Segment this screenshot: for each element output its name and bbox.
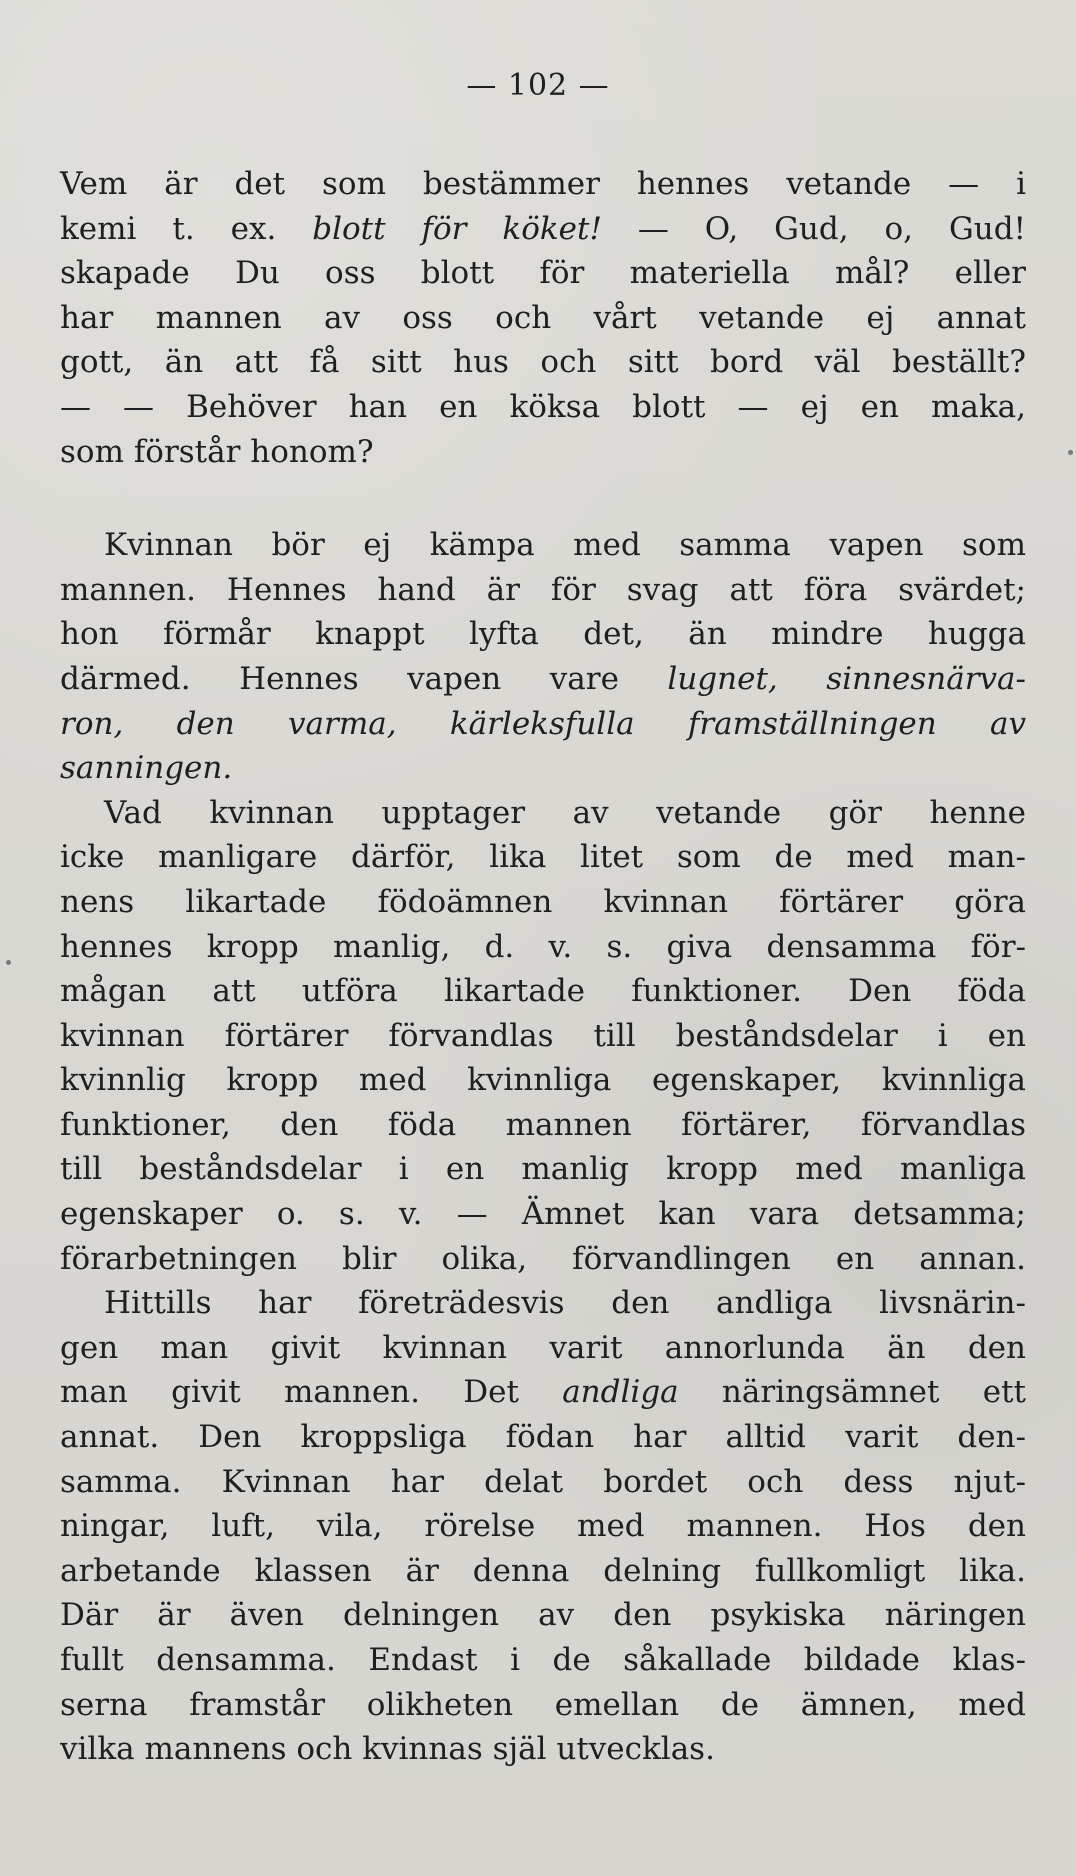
text-segment: serna framstår olikheten emellan de ämnen, med (60, 1686, 1026, 1723)
italic-text: lugnet, sinnesnärva- (667, 660, 1026, 697)
text-segment: till beståndsdelar i en manlig kropp med manliga (60, 1151, 1026, 1188)
text-line (60, 1683, 1026, 1728)
text-segment: gott, än att få sitt hus och sitt bord väl beställt? (60, 344, 1026, 381)
text-segment: samma. Kvinnan har delat bordet och dess njut- (60, 1463, 1026, 1500)
text-segment: har mannen av oss och vårt vetande ej annat (60, 299, 1026, 336)
text-line (60, 1014, 1026, 1059)
text-line (60, 1281, 1026, 1326)
text-segment: arbetande klassen är denna delning fullkomligt lika. (60, 1552, 1026, 1589)
paragraph-gap (60, 474, 1026, 523)
text-segment: — — Behöver han en köksa blott — ej en maka, (60, 388, 1026, 425)
text-line (60, 1504, 1026, 1549)
text-line (60, 969, 1026, 1014)
text-line (60, 162, 1026, 207)
text-segment: nens likartade födoämnen kvinnan förtärer göra (60, 883, 1026, 920)
text-segment: — O, Gud, o, Gud! (601, 210, 1027, 247)
text-line (60, 1370, 1026, 1415)
text-segment: näringsämnet ett (678, 1374, 1026, 1411)
text-line (60, 568, 1026, 613)
text-segment: Vem är det som bestämmer hennes vetande — i (60, 166, 1026, 202)
text-line (60, 430, 1026, 475)
italic-text: andliga (562, 1374, 679, 1411)
text-segment: Där är även delningen av den psykiska näringen (60, 1597, 1026, 1634)
text-line (60, 835, 1026, 880)
text-segment: kemi t. ex. (60, 210, 313, 247)
text-line (60, 612, 1026, 657)
text-line (60, 340, 1026, 385)
text-line (60, 385, 1026, 430)
text-segment: egenskaper o. s. v. — Ämnet kan vara detsamma; (60, 1196, 1026, 1233)
text-line (60, 296, 1026, 341)
text-segment: mannen. Hennes hand är för svag att föra svärdet; (60, 571, 1026, 608)
text-segment: förarbetningen blir olika, förvandlingen en annan. (60, 1240, 1026, 1277)
print-speck (1068, 450, 1073, 455)
text-line (60, 880, 1026, 925)
text-segment: därmed. Hennes vapen vare (60, 660, 668, 697)
page-text (60, 162, 1026, 1772)
text-line (60, 1593, 1026, 1638)
text-segment: vilka mannens och kvinnas själ utvecklas. (60, 1731, 715, 1768)
text-segment: skapade Du oss blott för materiella mål? eller (60, 255, 1026, 292)
page-number: — 102 — (466, 68, 610, 103)
text-segment: Kvinnan bör ej kämpa med samma vapen som (104, 527, 1026, 564)
text-line (60, 702, 1026, 747)
text-line (60, 1237, 1026, 1282)
text-segment: Vad kvinnan upptager av vetande gör henne (104, 794, 1026, 831)
text-line (60, 1103, 1026, 1148)
text-line (60, 1638, 1026, 1683)
text-segment: ningar, luft, vila, rörelse med mannen. Hos den (60, 1508, 1026, 1545)
text-line (60, 1727, 1026, 1772)
italic-text: ron, den varma, kärleksfulla framställningen av (60, 705, 1026, 742)
text-line (60, 1460, 1026, 1505)
text-segment: annat. Den kroppsliga födan har alltid varit den- (60, 1419, 1026, 1456)
text-line (60, 251, 1026, 296)
text-line (60, 925, 1026, 970)
text-segment: hon förmår knappt lyfta det, än mindre hugga (60, 616, 1026, 653)
text-segment: icke manligare därför, lika litet som de med man- (60, 839, 1026, 876)
text-segment: hennes kropp manlig, d. v. s. giva densamma för- (60, 928, 1026, 965)
print-speck (6, 960, 11, 965)
text-line (60, 657, 1026, 702)
text-segment: mågan att utföra likartade funktioner. Den föda (60, 973, 1026, 1010)
text-line (60, 1326, 1026, 1371)
text-line (60, 791, 1026, 836)
text-segment: som förstår honom? (60, 433, 374, 470)
text-line (60, 1147, 1026, 1192)
text-line (60, 1058, 1026, 1103)
text-line (60, 1549, 1026, 1594)
text-line (60, 1192, 1026, 1237)
text-line (60, 1415, 1026, 1460)
text-line (60, 207, 1026, 252)
text-segment: kvinnlig kropp med kvinnliga egenskaper, kvinnliga (60, 1062, 1026, 1099)
text-line (60, 523, 1026, 568)
italic-text: sanningen. (60, 750, 233, 787)
text-segment: funktioner, den föda mannen förtärer, förvandlas (60, 1106, 1026, 1143)
text-segment: kvinnan förtärer förvandlas till beståndsdelar i en (60, 1017, 1026, 1054)
text-segment: Hittills har företrädesvis den andliga livsnärin- (104, 1285, 1026, 1322)
text-segment: man givit mannen. Det (60, 1374, 563, 1411)
text-line (60, 746, 1026, 791)
italic-text: blott för köket! (312, 210, 602, 247)
text-segment: gen man givit kvinnan varit annorlunda än den (60, 1329, 1026, 1366)
text-segment: fullt densamma. Endast i de såkallade bildade klas- (60, 1642, 1026, 1678)
